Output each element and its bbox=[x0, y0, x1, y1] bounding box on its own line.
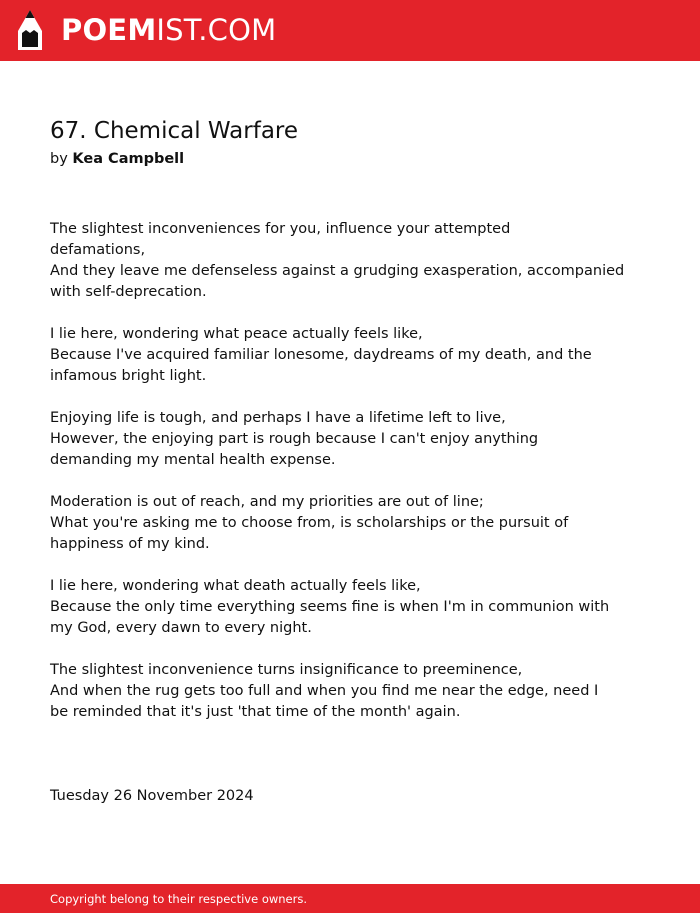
site-header bbox=[0, 0, 700, 61]
poem-line: Because I've acquired familiar lonesome, daydreams of my death, and the bbox=[50, 347, 592, 363]
byline bbox=[50, 148, 184, 170]
poem-line: Because the only time everything seems fine is when I'm in communion with bbox=[50, 599, 610, 615]
publish-date: Tuesday 26 November 2024 bbox=[50, 788, 254, 804]
site-footer bbox=[0, 884, 700, 913]
poem-line: happiness of my kind. bbox=[50, 536, 210, 552]
poem-line: However, the enjoying part is rough because I can't enjoy anything bbox=[50, 431, 539, 447]
copyright-notice: Copyright belong to their respective owners. bbox=[50, 892, 308, 906]
stanza bbox=[50, 408, 610, 471]
poem-line: Enjoying life is tough, and perhaps I have a lifetime left to live, bbox=[50, 410, 506, 426]
poem-line: And they leave me defenseless against a grudging exasperation, accompanied bbox=[50, 263, 625, 279]
poem-body bbox=[50, 219, 625, 744]
poem-line: The slightest inconveniences for you, influence your attempted bbox=[50, 221, 511, 237]
stanza bbox=[50, 492, 610, 555]
poem-line: be reminded that it's just 'that time of the month' again. bbox=[50, 704, 461, 720]
poem-line: What you're asking me to choose from, is scholarships or the pursuit of bbox=[50, 515, 569, 531]
stanza bbox=[50, 576, 610, 639]
poem-line: defamations, bbox=[50, 242, 146, 258]
poem-line: I lie here, wondering what peace actually feels like, bbox=[50, 326, 423, 342]
poem-line: The slightest inconvenience turns insignificance to preeminence, bbox=[50, 662, 523, 678]
author-name: Kea Campbell bbox=[72, 151, 185, 167]
stanza bbox=[50, 324, 610, 387]
poem-line: my God, every dawn to every night. bbox=[50, 620, 312, 636]
poem-line: Moderation is out of reach, and my priorities are out of line; bbox=[50, 494, 484, 510]
logo-text-light: IST.COM bbox=[156, 13, 277, 47]
poem-line: demanding my mental health expense. bbox=[50, 452, 336, 468]
poem-line: with self-deprecation. bbox=[50, 284, 207, 300]
poem-line: And when the rug gets too full and when you find me near the edge, need I bbox=[50, 683, 599, 699]
site-logo[interactable] bbox=[61, 10, 276, 50]
pencil-logo-icon[interactable] bbox=[17, 9, 43, 51]
stanza bbox=[50, 660, 610, 723]
poem-line: I lie here, wondering what death actually feels like, bbox=[50, 578, 421, 594]
by-label: by bbox=[50, 151, 68, 167]
logo-text-bold: POEM bbox=[61, 13, 157, 47]
poem-title: 67. Chemical Warfare bbox=[50, 118, 299, 144]
stanza bbox=[50, 219, 625, 303]
poem-line: infamous bright light. bbox=[50, 368, 207, 384]
